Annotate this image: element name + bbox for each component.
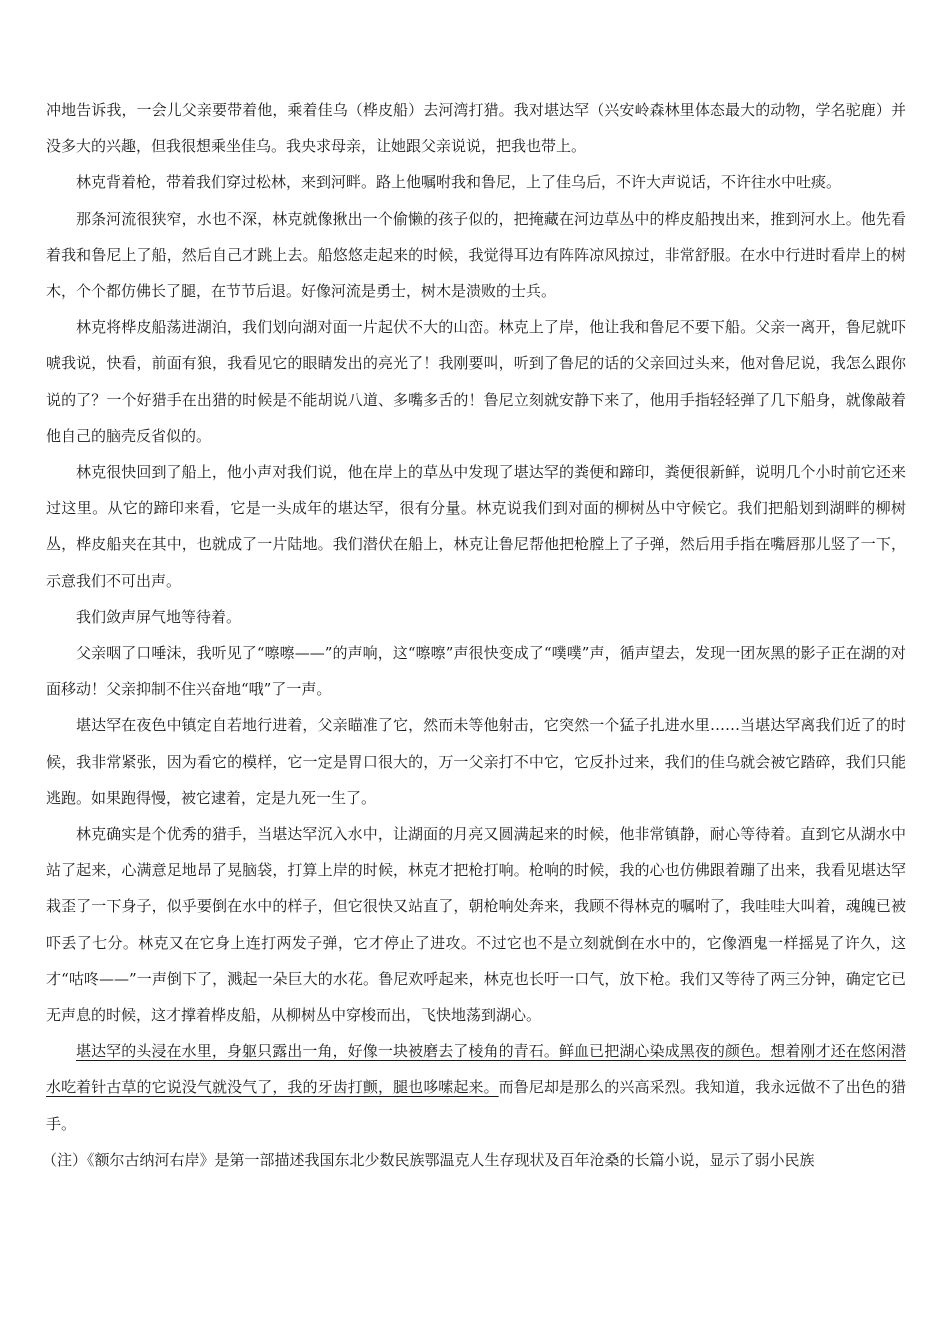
paragraph-1: 冲地告诉我，一会儿父亲要带着他，乘着佳乌（桦皮船）去河湾打猎。我对堪达罕（兴安岭森林里体态最大的动物，学名驼鹿）并没多大的兴趣，但我很想乘坐佳乌。我央求母亲，让她跟父亲说说，把我也带上。 [46, 101, 906, 156]
paragraph-10-rest: 而鲁尼却是那么的兴高采烈。我知道，我永远做不了出色的猎手。 [46, 1078, 906, 1133]
footnote: （注）《额尔古纳河右岸》是第一部描述我国东北少数民族鄂温克人生存现状及百年沧桑的长篇小说，显示了弱小民族 [42, 1150, 815, 1169]
paragraph-2: 林克背着枪，带着我们穿过松林，来到河畔。路上他嘱咐我和鲁尼，上了佳乌后，不许大声说话，不许往水中吐痰。 [76, 173, 842, 192]
document-page [42, 92, 906, 1178]
paragraph-4: 林克将桦皮船荡进湖泊，我们划向湖对面一片起伏不大的山峦。林克上了岸，他让我和鲁尼不要下船。父亲一离开，鲁尼就吓唬我说，快看，前面有狼，我看见它的眼睛发出的亮光了！我刚要叫，听到了鲁尼的话的父亲回过头来，他对鲁尼说，我怎么跟你说的了？一个好猎手在出猎的时候是不能胡说八道、多嘴多舌的！鲁尼立刻就安静下来了，他用手指轻轻弹了几下船身，就像敲着他自己的脑壳反省似的。 [46, 318, 906, 445]
paragraph-6: 我们敛声屏气地等待着。 [76, 607, 242, 626]
paragraph-3: 那条河流很狭窄，水也不深，林克就像揪出一个偷懒的孩子似的，把掩藏在河边草丛中的桦皮船拽出来，推到河水上。他先看着我和鲁尼上了船，然后自己才跳上去。船悠悠走起来的时候，我觉得耳边有阵阵凉风掠过，非常舒服。在水中行进时看岸上的树木，个个都仿佛长了腿，在节节后退。好像河流是勇士，树木是溃败的士兵。 [46, 209, 906, 301]
paragraph-8: 堪达罕在夜色中镇定自若地行进着，父亲瞄准了它，然而未等他射击，它突然一个猛子扎进水里……当堪达罕离我们近了的时候，我非常紧张，因为看它的模样，它一定是胃口很大的，万一父亲打不中它，它反扑过来，我们的佳乌就会被它踏碎，我们只能逃跑。如果跑得慢，被它逮着，定是九死一生了。 [46, 716, 906, 807]
paragraph-7: 父亲咽了口唾沫，我听见了“嚓嚓——”的声响，这“嚓嚓”声很快变成了“噗噗”声，循声望去，发现一团灰黑的影子正在湖的对面移动！父亲抑制不住兴奋地“哦”了一声。 [46, 644, 906, 699]
underlined-sentence: 堪达罕的头浸在水里，身躯只露出一角，好像一块被磨去了棱角的青石。鲜血已把湖心染成黑夜的颜色。想着刚才还在悠闲潜水吃着针古草的它说没气就没气了，我的牙齿打颤，腿也哆嗦起来。 [46, 1042, 906, 1097]
paragraph-5: 林克很快回到了船上，他小声对我们说，他在岸上的草丛中发现了堪达罕的粪便和蹄印，粪便很新鲜，说明几个小时前它还来过这里。从它的蹄印来看，它是一头成年的堪达罕，很有分量。林克说我们到对面的柳树丛中守候它。我们把船划到湖畔的柳树丛，桦皮船夹在其中，也就成了一片陆地。我们潜伏在船上，林克让鲁尼帮他把枪膛上了子弹，然后用手指在嘴唇那儿竖了一下，示意我们不可出声。 [46, 463, 906, 590]
paragraph-10 [46, 1033, 906, 1142]
paragraph-9: 林克确实是个优秀的猎手，当堪达罕沉入水中，让湖面的月亮又圆满起来的时候，他非常镇静，耐心等待着。直到它从湖水中站了起来，心满意足地昂了晃脑袋，打算上岸的时候，林克才把枪打响。枪响的时候，我的心也仿佛跟着蹦了出来，我看见堪达罕栽歪了一下身子，似乎要倒在水中的样子，但它很快又站直了，朝枪响处奔来，我顾不得林克的嘱咐了，我哇哇大叫着，魂魄已被吓丢了七分。林克又在它身上连打两发子弹，它才停止了进攻。不过它也不是立刻就倒在水中的，它像酒鬼一样摇晃了许久，这才“咕咚——”一声倒下了，溅起一朵巨大的水花。鲁尼欢呼起来，林克也长吁一口气，放下枪。我们又等待了两三分钟，确定它已无声息的时候，这才撑着桦皮船，从柳树丛中穿梭而出，飞快地荡到湖心。 [46, 825, 906, 1025]
